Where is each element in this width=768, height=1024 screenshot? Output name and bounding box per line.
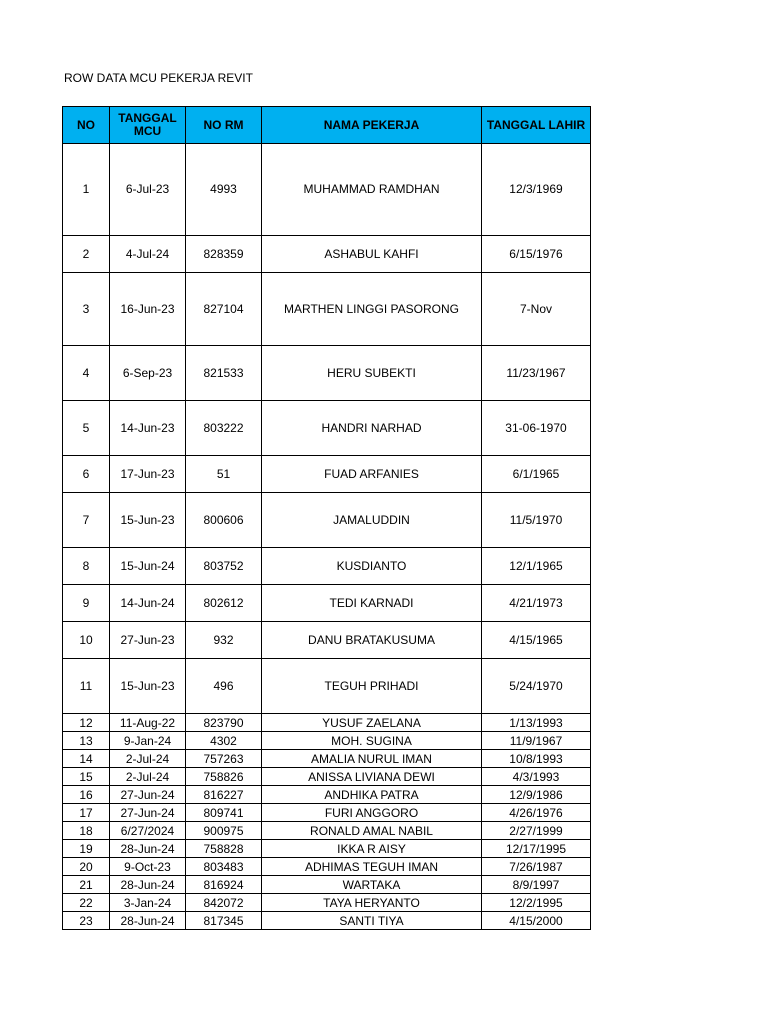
- cell-nama-pekerja: JAMALUDDIN: [262, 493, 482, 548]
- table-row: [63, 548, 591, 585]
- cell-nama-pekerja: MUHAMMAD RAMDHAN: [262, 144, 482, 236]
- cell-nama-pekerja: FUAD ARFANIES: [262, 456, 482, 493]
- header-no: NO: [63, 107, 110, 144]
- cell-nama-pekerja: ANDHIKA PATRA: [262, 786, 482, 804]
- cell-nama-pekerja: MARTHEN LINGGI PASORONG: [262, 273, 482, 346]
- cell-nama-pekerja: ANISSA LIVIANA DEWI: [262, 768, 482, 786]
- cell-tanggal-lahir: 4/21/1973: [482, 585, 591, 622]
- cell-tanggal-mcu: 9-Jan-24: [110, 732, 186, 750]
- cell-no: 5: [63, 401, 110, 456]
- header-nama-pekerja: NAMA PEKERJA: [262, 107, 482, 144]
- cell-no-rm: 803752: [186, 548, 262, 585]
- cell-tanggal-lahir: 12/1/1965: [482, 548, 591, 585]
- cell-no: 7: [63, 493, 110, 548]
- cell-tanggal-lahir: 7-Nov: [482, 273, 591, 346]
- header-tanggal-lahir: TANGGAL LAHIR: [482, 107, 591, 144]
- cell-nama-pekerja: TEGUH PRIHADI: [262, 659, 482, 714]
- cell-no-rm: 816924: [186, 876, 262, 894]
- table-row: [63, 768, 591, 786]
- cell-tanggal-mcu: 6-Sep-23: [110, 346, 186, 401]
- table-row: [63, 750, 591, 768]
- cell-tanggal-mcu: 6-Jul-23: [110, 144, 186, 236]
- cell-no: 10: [63, 622, 110, 659]
- table-row: [63, 659, 591, 714]
- cell-tanggal-mcu: 11-Aug-22: [110, 714, 186, 732]
- cell-tanggal-lahir: 4/26/1976: [482, 804, 591, 822]
- cell-no-rm: 51: [186, 456, 262, 493]
- cell-no: 12: [63, 714, 110, 732]
- cell-nama-pekerja: ASHABUL KAHFI: [262, 236, 482, 273]
- cell-tanggal-lahir: 11/9/1967: [482, 732, 591, 750]
- cell-no-rm: 496: [186, 659, 262, 714]
- cell-no: 6: [63, 456, 110, 493]
- table-row: [63, 804, 591, 822]
- cell-no: 3: [63, 273, 110, 346]
- cell-nama-pekerja: RONALD AMAL NABIL: [262, 822, 482, 840]
- table-row: [63, 493, 591, 548]
- cell-no-rm: 758826: [186, 768, 262, 786]
- cell-tanggal-mcu: 17-Jun-23: [110, 456, 186, 493]
- cell-no-rm: 758828: [186, 840, 262, 858]
- table-header-row: [63, 107, 591, 144]
- cell-no: 19: [63, 840, 110, 858]
- cell-nama-pekerja: DANU BRATAKUSUMA: [262, 622, 482, 659]
- cell-tanggal-mcu: 28-Jun-24: [110, 840, 186, 858]
- cell-no: 20: [63, 858, 110, 876]
- cell-tanggal-mcu: 2-Jul-24: [110, 750, 186, 768]
- cell-nama-pekerja: IKKA R AISY: [262, 840, 482, 858]
- cell-no: 16: [63, 786, 110, 804]
- cell-no-rm: 803483: [186, 858, 262, 876]
- worker-mcu-table: [62, 106, 591, 930]
- cell-tanggal-lahir: 31-06-1970: [482, 401, 591, 456]
- cell-no-rm: 821533: [186, 346, 262, 401]
- table-row: [63, 858, 591, 876]
- cell-nama-pekerja: TEDI KARNADI: [262, 585, 482, 622]
- cell-tanggal-mcu: 27-Jun-24: [110, 786, 186, 804]
- cell-tanggal-lahir: 11/23/1967: [482, 346, 591, 401]
- cell-no: 13: [63, 732, 110, 750]
- cell-tanggal-mcu: 28-Jun-24: [110, 876, 186, 894]
- cell-tanggal-lahir: 12/17/1995: [482, 840, 591, 858]
- cell-tanggal-mcu: 27-Jun-24: [110, 804, 186, 822]
- document-title: ROW DATA MCU PEKERJA REVIT: [64, 71, 253, 85]
- cell-tanggal-lahir: 4/3/1993: [482, 768, 591, 786]
- table-row: [63, 236, 591, 273]
- cell-tanggal-mcu: 3-Jan-24: [110, 894, 186, 912]
- cell-tanggal-mcu: 16-Jun-23: [110, 273, 186, 346]
- cell-no: 15: [63, 768, 110, 786]
- cell-tanggal-mcu: 9-Oct-23: [110, 858, 186, 876]
- cell-tanggal-mcu: 6/27/2024: [110, 822, 186, 840]
- cell-nama-pekerja: SANTI TIYA: [262, 912, 482, 930]
- cell-no: 9: [63, 585, 110, 622]
- cell-no-rm: 816227: [186, 786, 262, 804]
- table-row: [63, 622, 591, 659]
- cell-nama-pekerja: ADHIMAS TEGUH IMAN: [262, 858, 482, 876]
- table-row: [63, 876, 591, 894]
- cell-nama-pekerja: HANDRI NARHAD: [262, 401, 482, 456]
- table-row: [63, 273, 591, 346]
- cell-no: 23: [63, 912, 110, 930]
- cell-tanggal-lahir: 12/3/1969: [482, 144, 591, 236]
- table-row: [63, 401, 591, 456]
- cell-nama-pekerja: FURI ANGGORO: [262, 804, 482, 822]
- cell-tanggal-lahir: 4/15/1965: [482, 622, 591, 659]
- cell-tanggal-lahir: 1/13/1993: [482, 714, 591, 732]
- cell-no: 1: [63, 144, 110, 236]
- cell-no-rm: 828359: [186, 236, 262, 273]
- cell-tanggal-lahir: 5/24/1970: [482, 659, 591, 714]
- cell-nama-pekerja: MOH. SUGINA: [262, 732, 482, 750]
- cell-no-rm: 802612: [186, 585, 262, 622]
- cell-tanggal-lahir: 11/5/1970: [482, 493, 591, 548]
- table-row: [63, 346, 591, 401]
- cell-tanggal-mcu: 15-Jun-23: [110, 659, 186, 714]
- cell-no-rm: 757263: [186, 750, 262, 768]
- cell-tanggal-mcu: 27-Jun-23: [110, 622, 186, 659]
- cell-no-rm: 809741: [186, 804, 262, 822]
- cell-tanggal-mcu: 28-Jun-24: [110, 912, 186, 930]
- cell-tanggal-lahir: 6/15/1976: [482, 236, 591, 273]
- cell-no-rm: 932: [186, 622, 262, 659]
- table-row: [63, 912, 591, 930]
- cell-tanggal-lahir: 6/1/1965: [482, 456, 591, 493]
- header-no-rm: NO RM: [186, 107, 262, 144]
- table-row: [63, 822, 591, 840]
- cell-no: 18: [63, 822, 110, 840]
- cell-no-rm: 4993: [186, 144, 262, 236]
- table-row: [63, 144, 591, 236]
- table-row: [63, 585, 591, 622]
- cell-nama-pekerja: TAYA HERYANTO: [262, 894, 482, 912]
- cell-no: 2: [63, 236, 110, 273]
- cell-nama-pekerja: AMALIA NURUL IMAN: [262, 750, 482, 768]
- cell-tanggal-mcu: 4-Jul-24: [110, 236, 186, 273]
- cell-nama-pekerja: YUSUF ZAELANA: [262, 714, 482, 732]
- cell-tanggal-mcu: 14-Jun-23: [110, 401, 186, 456]
- cell-tanggal-lahir: 12/9/1986: [482, 786, 591, 804]
- cell-no: 22: [63, 894, 110, 912]
- cell-no: 8: [63, 548, 110, 585]
- cell-no: 17: [63, 804, 110, 822]
- table-row: [63, 894, 591, 912]
- table-row: [63, 714, 591, 732]
- cell-no-rm: 4302: [186, 732, 262, 750]
- cell-no-rm: 900975: [186, 822, 262, 840]
- cell-no: 21: [63, 876, 110, 894]
- cell-no-rm: 803222: [186, 401, 262, 456]
- cell-tanggal-lahir: 2/27/1999: [482, 822, 591, 840]
- cell-no-rm: 817345: [186, 912, 262, 930]
- cell-no: 14: [63, 750, 110, 768]
- cell-tanggal-mcu: 14-Jun-24: [110, 585, 186, 622]
- cell-no-rm: 823790: [186, 714, 262, 732]
- cell-no-rm: 800606: [186, 493, 262, 548]
- cell-no-rm: 842072: [186, 894, 262, 912]
- cell-tanggal-mcu: 2-Jul-24: [110, 768, 186, 786]
- cell-tanggal-mcu: 15-Jun-23: [110, 493, 186, 548]
- header-tanggal-mcu: TANGGAL MCU: [110, 107, 186, 144]
- cell-tanggal-lahir: 10/8/1993: [482, 750, 591, 768]
- cell-tanggal-lahir: 8/9/1997: [482, 876, 591, 894]
- cell-no-rm: 827104: [186, 273, 262, 346]
- cell-tanggal-lahir: 7/26/1987: [482, 858, 591, 876]
- cell-no: 11: [63, 659, 110, 714]
- cell-nama-pekerja: KUSDIANTO: [262, 548, 482, 585]
- cell-tanggal-mcu: 15-Jun-24: [110, 548, 186, 585]
- table-row: [63, 732, 591, 750]
- table-row: [63, 840, 591, 858]
- table-row: [63, 456, 591, 493]
- cell-nama-pekerja: HERU SUBEKTI: [262, 346, 482, 401]
- cell-no: 4: [63, 346, 110, 401]
- cell-nama-pekerja: WARTAKA: [262, 876, 482, 894]
- cell-tanggal-lahir: 4/15/2000: [482, 912, 591, 930]
- table-row: [63, 786, 591, 804]
- cell-tanggal-lahir: 12/2/1995: [482, 894, 591, 912]
